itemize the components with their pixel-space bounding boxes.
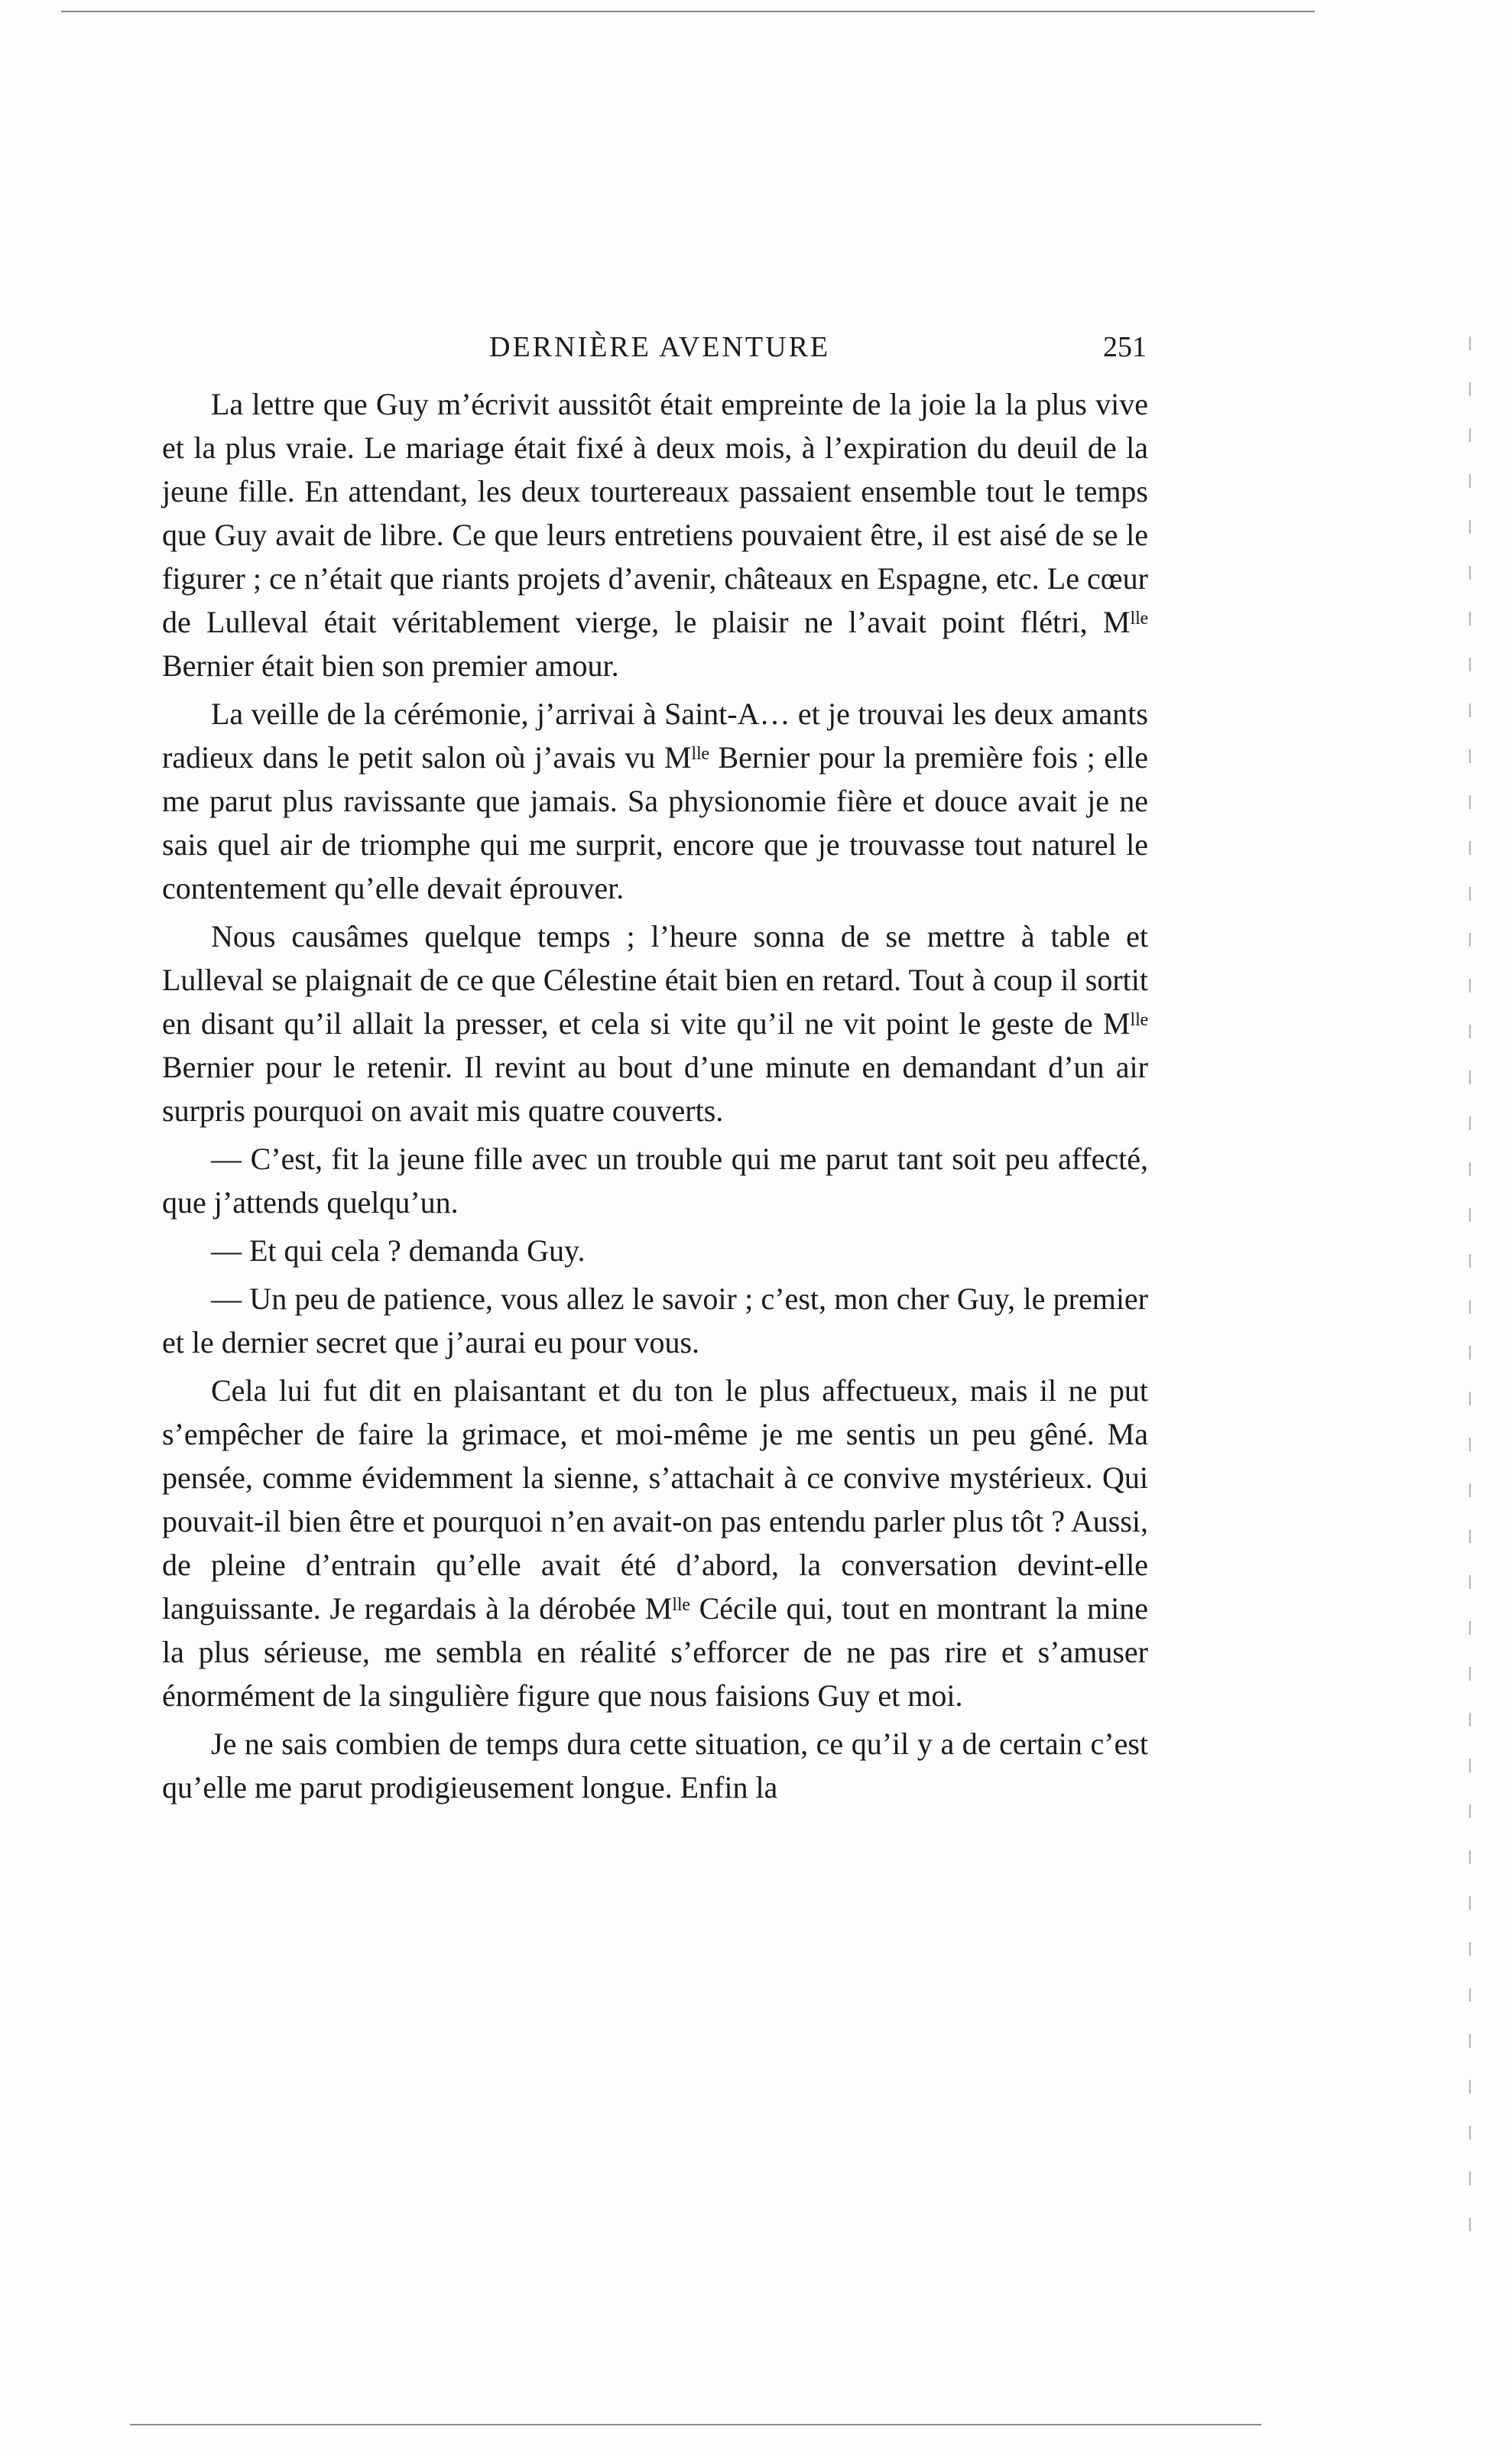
paragraph-2: La veille de la cérémonie, j’arrivai à Saint-A… et je trouvai les deux amants radieux dans le petit salon où j’avais vu Mˡˡᵉ Bernier pour la première fois ; elle me parut plus ravissante que jamais. Sa physionomie fière et douce avait je ne sais quel air de triomphe qui me surprit, encore que je trouvasse tout naturel le contentement qu’elle devait éprouver. — [162, 697, 1148, 905]
scan-edge-bottom — [130, 2424, 1261, 2425]
running-title: DERNIÈRE AVENTURE — [489, 331, 831, 363]
paragraph-3: Nous causâmes quelque temps ; l’heure sonna de se mettre à table et Lulleval se plaignait de ce que Célestine était bien en retard. Tout à coup il sortit en disant qu’il allait la presser, et cela si vite qu’il ne vit point le geste de Mˡˡᵉ Bernier pour le retenir. Il revint au bout d’une minute en demandant d’un air surpris pourquoi on avait mis quatre couverts. — [162, 919, 1148, 1128]
scan-edge-right — [1469, 336, 1471, 2248]
scan-edge-top — [61, 11, 1315, 12]
dialogue-line-2: — Et qui cela ? demanda Guy. — [211, 1233, 586, 1268]
paragraph-1: La lettre que Guy m’écrivit aussitôt était empreinte de la joie la la plus vive et la plus vraie. Le mariage était fixé à deux mois, à l’expiration du deuil de la jeune fille. En attendant, les deux tourtereaux passaient ensemble tout le temps que Guy avait de libre. Ce que leurs entretiens pouvaient être, il est aisé de se le figurer ; ce n’était que riants projets d’avenir, châteaux en Espagne, etc. Le cœur de Lulleval était véritablement vierge, le plaisir ne l’avait point flétri, Mˡˡᵉ Bernier était bien son premier amour. — [162, 387, 1148, 683]
paragraph-4: Cela lui fut dit en plaisantant et du ton le plus affectueux, mais il ne put s’empêcher de faire la grimace, et moi-même je me sentis un peu gêné. Ma pensée, comme évidemment la sienne, s’attachait à ce convive mystérieux. Qui pouvait-il bien être et pourquoi n’en avait-on pas entendu parler plus tôt ? Aussi, de pleine d’entrain qu’elle avait été d’abord, la conversation devint-elle languissante. Je regardais à la dérobée Mˡˡᵉ Cécile qui, tout en montrant la mine la plus sérieuse, me sembla en réalité s’efforcer de ne pas rire et s’amuser énormément de la singulière figure que nous faisions Guy et moi. — [162, 1373, 1148, 1713]
dialogue-line-3: — Un peu de patience, vous allez le savoir ; c’est, mon cher Guy, le premier et le dernier secret que j’aurai eu pour vous. — [162, 1282, 1148, 1360]
paragraph-5: Je ne sais combien de temps dura cette situation, ce qu’il y a de certain c’est qu’elle me parut prodigieusement longue. Enfin la — [162, 1727, 1148, 1805]
body-text — [162, 382, 1148, 1809]
page-header — [161, 330, 1147, 376]
dialogue-line-1: — C’est, fit la jeune fille avec un trouble qui me parut tant soit peu affecté, que j’attends quelqu’un. — [162, 1142, 1148, 1220]
page-number: 251 — [1103, 331, 1147, 363]
